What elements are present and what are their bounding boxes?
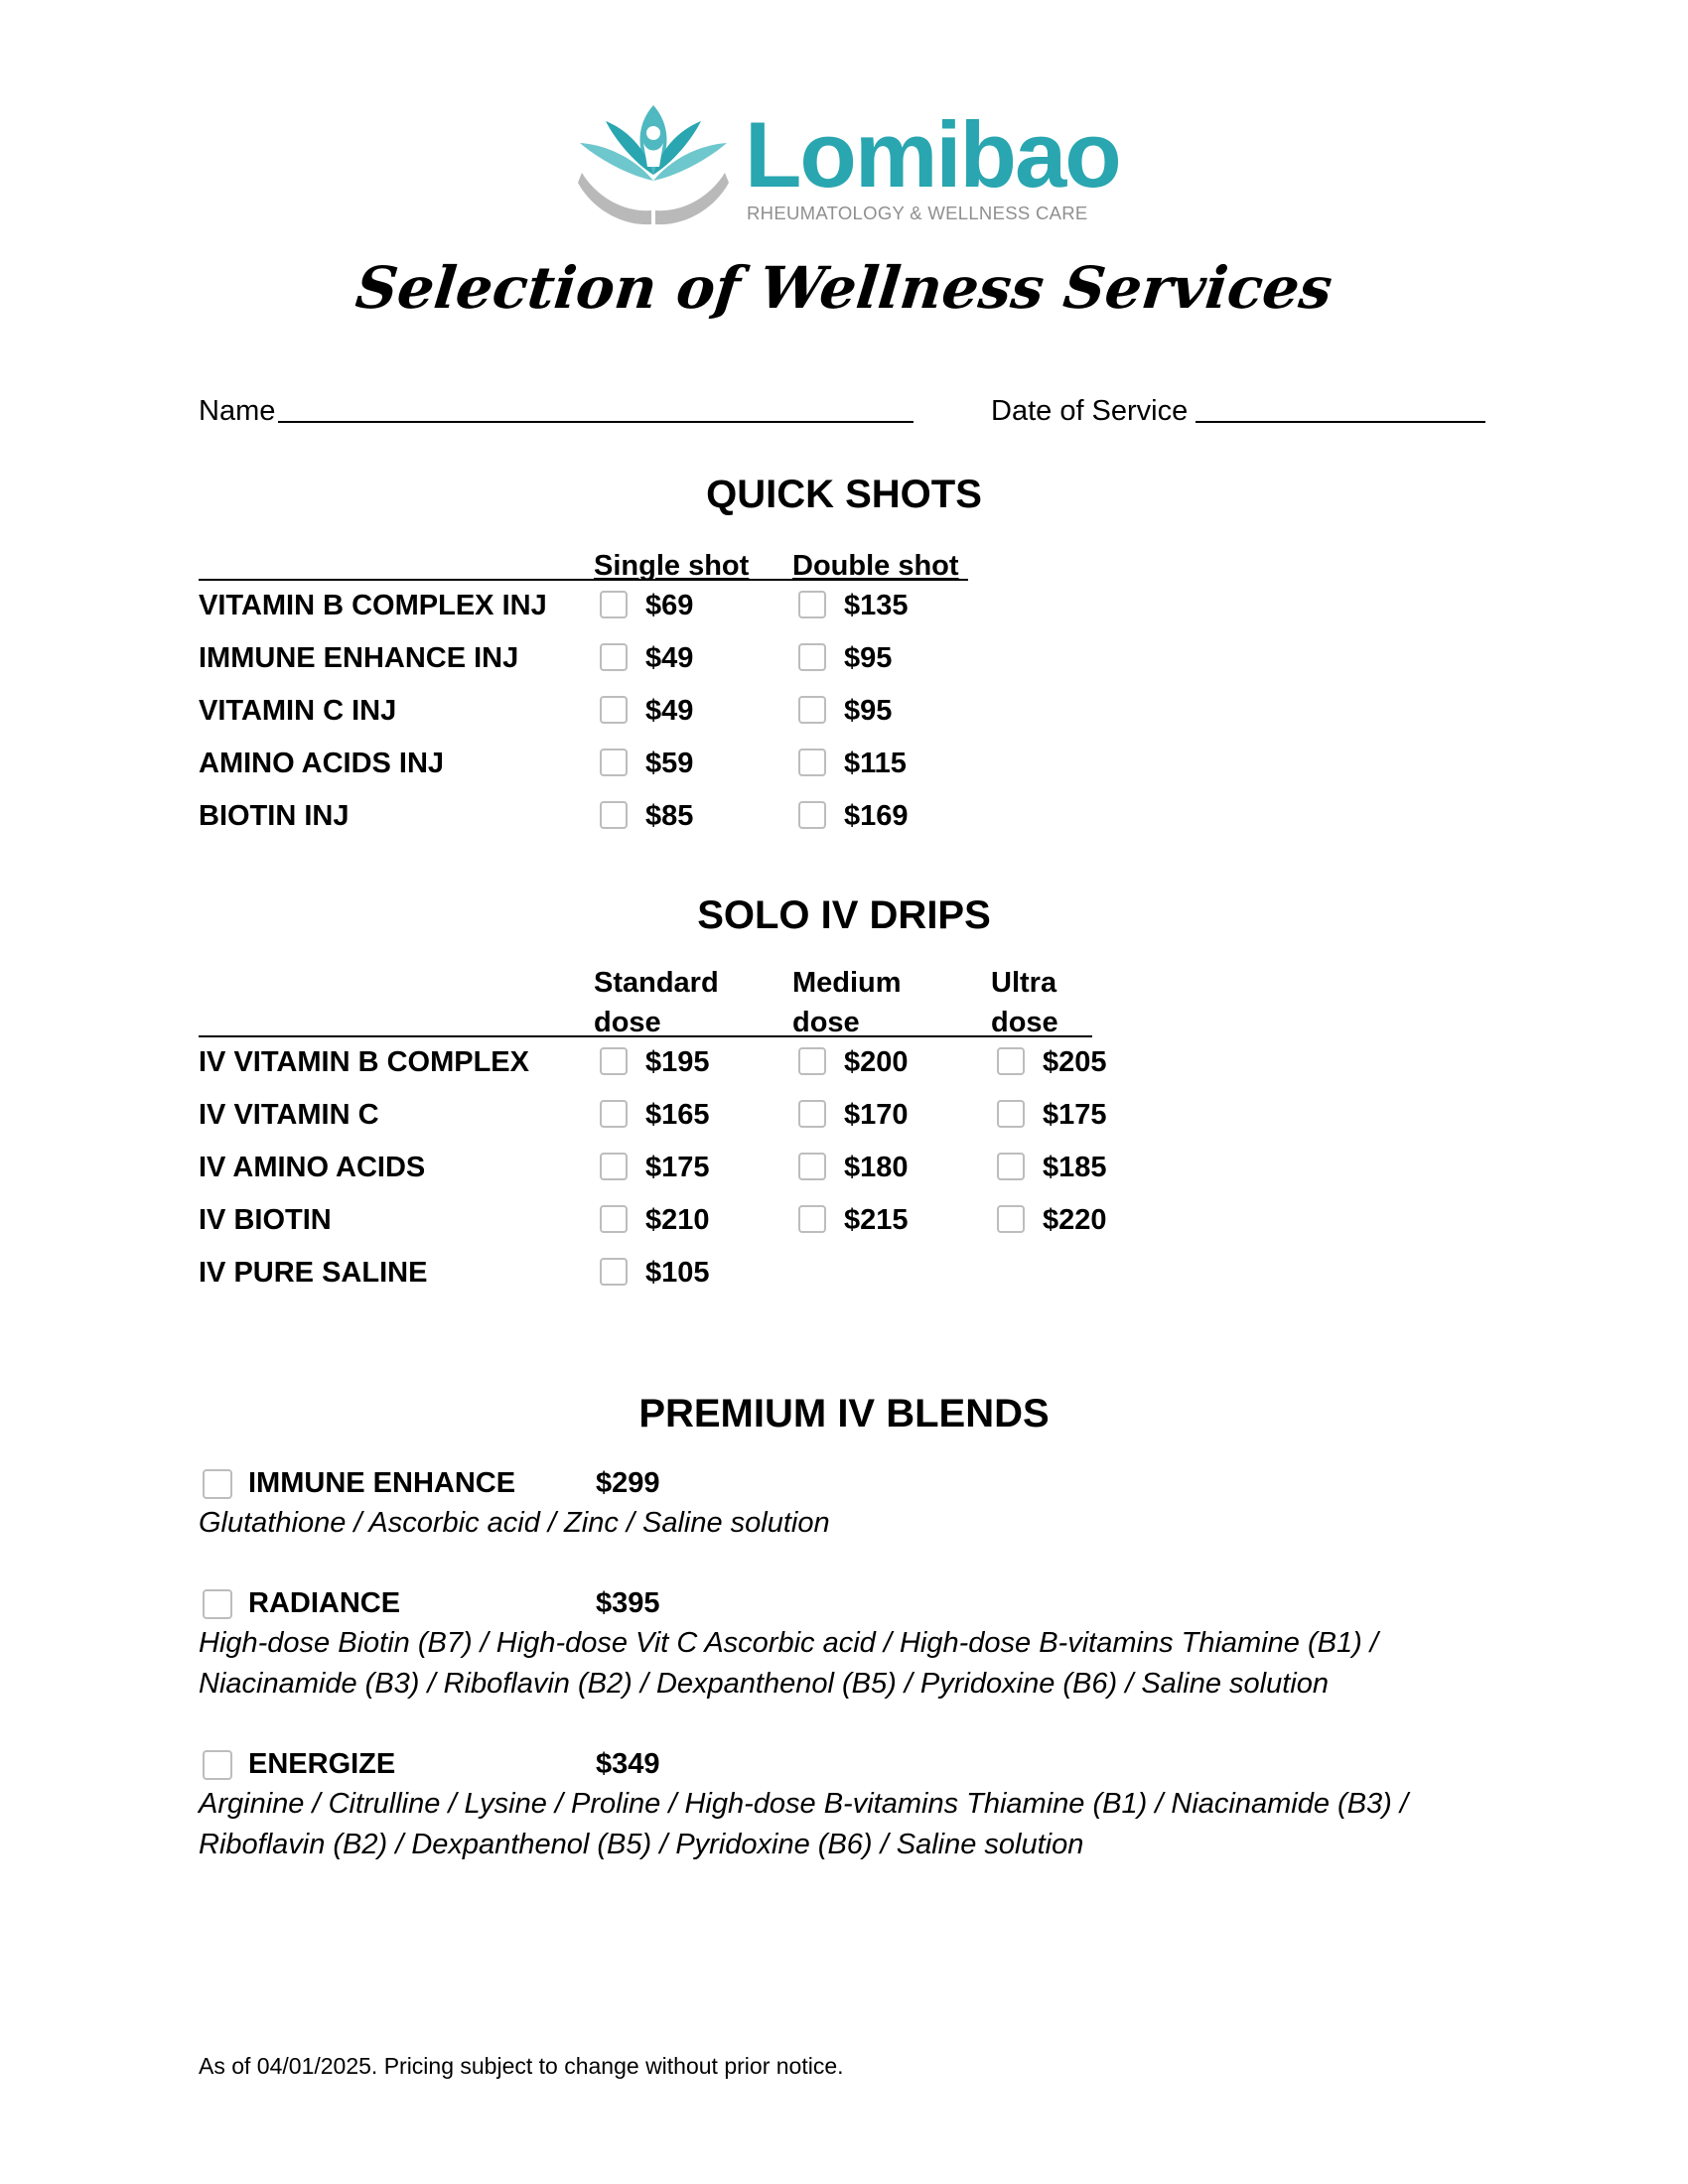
table-row bbox=[0, 1148, 1688, 1187]
table-row bbox=[0, 586, 1688, 625]
table-row bbox=[0, 744, 1688, 783]
checkbox[interactable] bbox=[798, 696, 826, 724]
blend-ingredients: High-dose Biotin (B7) / High-dose Vit C Ascorbic acid / High-dose B-vitamins Thiamine (B1) / Niacinamide (B3) / Riboflavin (B2) / Dexpanthenol (B5) / Pyridoxine (B6) / Saline solution bbox=[199, 1627, 1378, 1700]
date-of-service-label: Date of Service bbox=[991, 395, 1189, 427]
price: $95 bbox=[844, 642, 893, 674]
blend-price: $395 bbox=[596, 1587, 660, 1619]
blend-price: $299 bbox=[596, 1467, 660, 1499]
blend-energize bbox=[0, 1744, 1688, 1873]
checkbox[interactable] bbox=[798, 1047, 826, 1075]
blend-ingredients: Glutathione / Ascorbic acid / Zinc / Saline solution bbox=[199, 1507, 830, 1539]
checkbox[interactable] bbox=[600, 643, 628, 671]
column-ultra-dose: Ultra dose bbox=[991, 967, 1058, 1038]
service-label: VITAMIN B COMPLEX INJ bbox=[199, 590, 547, 621]
price: $205 bbox=[1043, 1046, 1107, 1078]
blend-name: IMMUNE ENHANCE bbox=[248, 1467, 516, 1499]
blend-radiance bbox=[0, 1583, 1688, 1712]
checkbox[interactable] bbox=[997, 1153, 1025, 1180]
price: $49 bbox=[645, 642, 694, 674]
service-label: AMINO ACIDS INJ bbox=[199, 748, 445, 779]
service-label: VITAMIN C INJ bbox=[199, 695, 397, 727]
checkbox[interactable] bbox=[600, 696, 628, 724]
checkbox[interactable] bbox=[203, 1589, 232, 1619]
service-label: IV PURE SALINE bbox=[199, 1257, 428, 1289]
price: $200 bbox=[844, 1046, 909, 1078]
price: $135 bbox=[844, 590, 909, 621]
price: $170 bbox=[844, 1099, 909, 1131]
lotus-hands-icon bbox=[574, 103, 733, 234]
checkbox[interactable] bbox=[600, 1100, 628, 1128]
checkbox[interactable] bbox=[203, 1750, 232, 1780]
blend-name: ENERGIZE bbox=[248, 1748, 396, 1780]
checkbox[interactable] bbox=[798, 643, 826, 671]
price: $169 bbox=[844, 800, 909, 832]
blend-ingredients: Arginine / Citrulline / Lysine / Proline / High-dose B-vitamins Thiamine (B1) / Niacinamide (B3) / Riboflavin (B2) / Dexpanthenol (B5) / Pyridoxine (B6) / Saline solution bbox=[199, 1788, 1408, 1860]
column-single-shot: Single shot bbox=[594, 550, 750, 582]
checkbox[interactable] bbox=[600, 1258, 628, 1286]
service-label: IMMUNE ENHANCE INJ bbox=[199, 642, 519, 674]
brand-tagline: RHEUMATOLOGY & WELLNESS CARE bbox=[747, 203, 1088, 223]
service-label: BIOTIN INJ bbox=[199, 800, 350, 832]
date-of-service-field[interactable] bbox=[1196, 421, 1485, 423]
checkbox[interactable] bbox=[798, 1153, 826, 1180]
blend-name: RADIANCE bbox=[248, 1587, 401, 1619]
table-row bbox=[0, 1253, 1688, 1293]
checkbox[interactable] bbox=[798, 1205, 826, 1233]
price: $175 bbox=[645, 1152, 710, 1183]
price: $105 bbox=[645, 1257, 710, 1289]
table-row bbox=[0, 796, 1688, 836]
checkbox[interactable] bbox=[997, 1047, 1025, 1075]
name-field[interactable] bbox=[278, 421, 914, 423]
checkbox[interactable] bbox=[798, 749, 826, 776]
premium-iv-blends-heading: PREMIUM IV BLENDS bbox=[638, 1392, 1050, 1435]
price: $115 bbox=[844, 748, 907, 779]
checkbox[interactable] bbox=[600, 1205, 628, 1233]
checkbox[interactable] bbox=[798, 801, 826, 829]
table-row bbox=[0, 1042, 1688, 1082]
checkbox[interactable] bbox=[600, 591, 628, 618]
blend-price: $349 bbox=[596, 1748, 660, 1780]
checkbox[interactable] bbox=[997, 1100, 1025, 1128]
brand-logo bbox=[574, 102, 1120, 234]
checkbox[interactable] bbox=[600, 801, 628, 829]
brand-name: Lomibao bbox=[745, 102, 1120, 206]
column-medium-dose: Medium dose bbox=[792, 967, 902, 1038]
price: $220 bbox=[1043, 1204, 1107, 1236]
checkbox[interactable] bbox=[798, 591, 826, 618]
service-label: IV VITAMIN C bbox=[199, 1099, 379, 1131]
table-row bbox=[0, 691, 1688, 731]
price: $175 bbox=[1043, 1099, 1107, 1131]
service-label: IV VITAMIN B COMPLEX bbox=[199, 1046, 529, 1078]
price: $195 bbox=[645, 1046, 710, 1078]
price: $95 bbox=[844, 695, 893, 727]
service-label: IV AMINO ACIDS bbox=[199, 1152, 426, 1183]
page-title: Selection of Wellness Services bbox=[352, 254, 1336, 322]
checkbox[interactable] bbox=[798, 1100, 826, 1128]
table-row bbox=[0, 1200, 1688, 1240]
price: $185 bbox=[1043, 1152, 1107, 1183]
column-double-shot: Double shot bbox=[792, 550, 959, 582]
table-row bbox=[0, 638, 1688, 678]
column-standard-dose: Standard dose bbox=[594, 967, 719, 1038]
checkbox[interactable] bbox=[600, 1153, 628, 1180]
price: $59 bbox=[645, 748, 694, 779]
blend-immune-enhance bbox=[0, 1463, 1688, 1553]
table-row bbox=[0, 1095, 1688, 1135]
price: $210 bbox=[645, 1204, 710, 1236]
price: $69 bbox=[645, 590, 694, 621]
price: $165 bbox=[645, 1099, 710, 1131]
quick-shots-heading: QUICK SHOTS bbox=[706, 473, 982, 516]
price: $180 bbox=[844, 1152, 909, 1183]
pricing-note: As of 04/01/2025. Pricing subject to change without prior notice. bbox=[199, 2053, 844, 2079]
checkbox[interactable] bbox=[600, 1047, 628, 1075]
checkbox[interactable] bbox=[600, 749, 628, 776]
price: $85 bbox=[645, 800, 694, 832]
price: $49 bbox=[645, 695, 694, 727]
price: $215 bbox=[844, 1204, 909, 1236]
checkbox[interactable] bbox=[997, 1205, 1025, 1233]
name-label: Name bbox=[199, 395, 276, 427]
service-label: IV BIOTIN bbox=[199, 1204, 332, 1236]
solo-iv-header-rule bbox=[199, 1035, 1092, 1037]
solo-iv-drips-heading: SOLO IV DRIPS bbox=[697, 893, 991, 937]
checkbox[interactable] bbox=[203, 1469, 232, 1499]
